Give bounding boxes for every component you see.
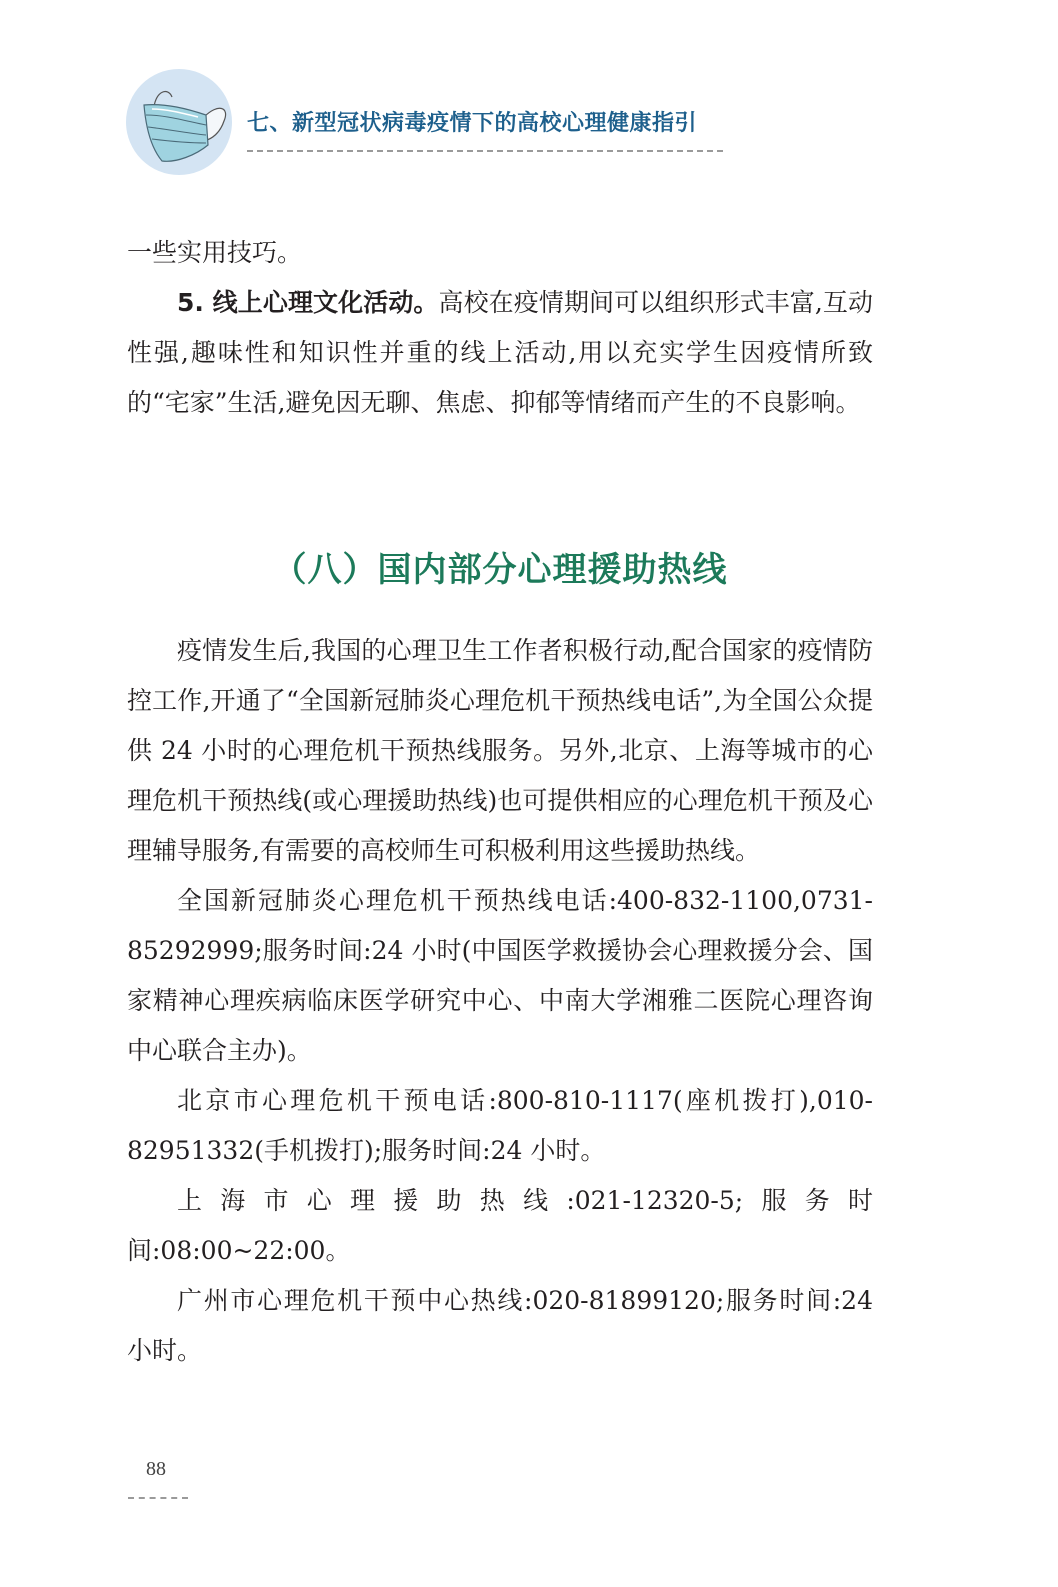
hotline-national: 全国新冠肺炎心理危机干预热线电话:400-832-1100,0731-85292999;服务时间:24 小时(中国医学救援协会心理救援分会、国家精神心理疾病临床医学研究中心、中南大学湘雅二医院心理咨询中心联合主办)。: [127, 886, 873, 1065]
chapter-title: 七、新型冠状病毒疫情下的高校心理健康指引: [247, 110, 698, 136]
item-5-paragraph: [127, 278, 873, 428]
page-header: [0, 0, 1058, 200]
continuation-text: 一些实用技巧。: [127, 238, 303, 267]
top-section: [127, 228, 873, 428]
footer-divider: [128, 1497, 188, 1499]
hotline-guangzhou: 广州市心理危机干预中心热线:020-81899120;服务时间:24 小时。: [127, 1286, 873, 1365]
intro-paragraph: 疫情发生后,我国的心理卫生工作者积极行动,配合国家的疫情防控工作,开通了“全国新冠肺炎心理危机干预热线电话”,为全国公众提供 24 小时的心理危机干预热线服务。另外,北京、上海等城市的心理危机干预热线(或心理援助热线)也可提供相应的心理危机干预及心理辅导服务,有需要的高校师生可积极利用这些援助热线。: [127, 636, 873, 865]
section-title: （八）国内部分心理援助热线: [272, 550, 728, 590]
item-5-heading: 5. 线上心理文化活动。: [177, 288, 439, 317]
hotline-beijing: 北京市心理危机干预电话:800-810-1117(座机拨打),010-82951332(手机拨打);服务时间:24 小时。: [127, 1086, 873, 1165]
face-mask-icon: [126, 69, 232, 175]
hotline-section: [127, 626, 873, 1376]
item-5-text: 高校在疫情期间可以组织形式丰富,互动性强,趣味性和知识性并重的线上活动,用以充实学生因疫情所致的“宅家”生活,避免因无聊、焦虑、抑郁等情绪而产生的不良影响。: [127, 288, 873, 417]
header-divider: [247, 150, 723, 152]
hotline-shanghai: 上海市心理援助热线:021-12320-5;服务时间:08:00~22:00。: [127, 1186, 873, 1265]
page-number: 88: [146, 1458, 166, 1480]
